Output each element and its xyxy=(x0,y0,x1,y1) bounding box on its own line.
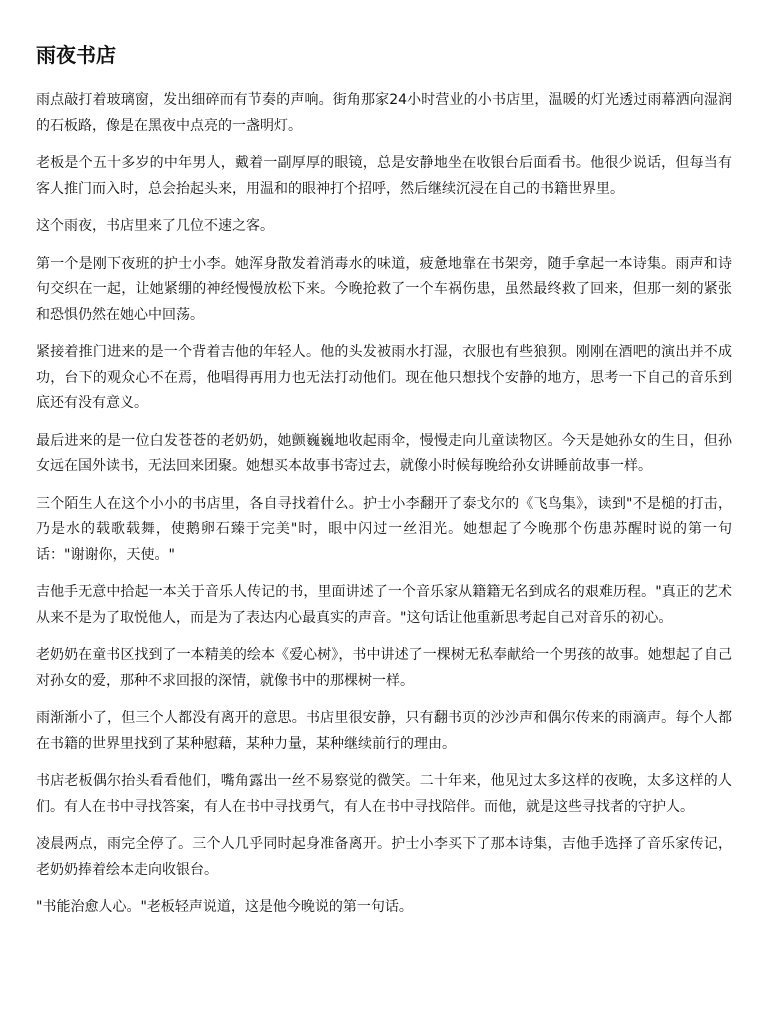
paragraph-10: 雨渐渐小了，但三个人都没有离开的意思。书店里很安静，只有翻书页的沙沙声和偶尔传来的雨滴声。每个人都在书籍的世界里找到了某种慰藉，某种力量，某种继续前行的理由。 xyxy=(36,710,732,752)
paragraph-9: 老奶奶在童书区找到了一本精美的绘本《爱心树》，书中讲述了一棵树无私奉献给一个男孩的故事。她想起了自己对孙女的爱，那种不求回报的深情，就像书中的那棵树一样。 xyxy=(36,647,732,689)
paragraph-5: 紧接着推门进来的是一个背着吉他的年轻人。他的头发被雨水打湿，衣服也有些狼狈。刚刚在酒吧的演出并不成功，台下的观众心不在焉，他唱得再用力也无法打动他们。现在他只想找个安静的地方，思考一下自己的音乐到底还有没有意义。 xyxy=(36,344,732,411)
paragraph-3: 这个雨夜，书店里来了几位不速之客。 xyxy=(36,218,274,234)
paragraph-7: 三个陌生人在这个小小的书店里，各自寻找着什么。护士小李翻开了泰戈尔的《飞鸟集》，读到"不是槌的打击，乃是水的载歌载舞，使鹅卵石臻于完美"时，眼中闪过一丝泪光。她想起了今晚那个伤患苏醒时说的第一句话："谢谢你，天使。" xyxy=(36,495,732,563)
paragraph-2: 老板是个五十多岁的中年男人，戴着一副厚厚的眼镜，总是安静地坐在收银台后面看书。他很少说话，但每当有客人推门而入时，总会抬起头来，用温和的眼神打个招呼，然后继续沉浸在自己的书籍世界里。 xyxy=(36,155,732,197)
document-title: 雨夜书店 xyxy=(36,43,116,67)
paragraph-12: 凌晨两点，雨完全停了。三个人几乎同时起身准备离开。护士小李买下了那本诗集，吉他手选择了音乐家传记，老奶奶捧着绘本走向收银台。 xyxy=(36,836,732,878)
paragraph-6: 最后进来的是一位白发苍苍的老奶奶，她颤巍巍地收起雨伞，慢慢走向儿童读物区。今天是她孙女的生日，但孙女远在国外读书，无法回来团聚。她想买本故事书寄过去，就像小时候每晚给孙女讲睡前故事一样。 xyxy=(36,432,732,474)
paragraph-8: 吉他手无意中拾起一本关于音乐人传记的书，里面讲述了一个音乐家从籍籍无名到成名的艰难历程。"真正的艺术从来不是为了取悦他人，而是为了表达内心最真实的声音。"这句话让他重新思考起自己对音乐的初心。 xyxy=(36,584,732,626)
paragraph-4: 第一个是刚下夜班的护士小李。她浑身散发着消毒水的味道，疲惫地靠在书架旁，随手拿起一本诗集。雨声和诗句交织在一起，让她紧绷的神经慢慢放松下来。今晚抢救了一个车祸伤患，虽然最终救了回来，但那一刻的紧张和恐惧仍然在她心中回荡。 xyxy=(36,255,732,323)
paragraph-1: 雨点敲打着玻璃窗，发出细碎而有节奏的声响。街角那家24小时营业的小书店里，温暖的灯光透过雨幕洒向湿润的石板路，像是在黑夜中点亮的一盏明灯。 xyxy=(36,92,732,134)
paragraph-11: 书店老板偶尔抬头看看他们，嘴角露出一丝不易察觉的微笑。二十年来，他见过太多这样的夜晚，太多这样的人们。有人在书中寻找答案，有人在书中寻找勇气，有人在书中寻找陪伴。而他，就是这些寻找者的守护人。 xyxy=(36,773,732,815)
paragraph-13: "书能治愈人心。"老板轻声说道，这是他今晚说的第一句话。 xyxy=(36,899,413,915)
